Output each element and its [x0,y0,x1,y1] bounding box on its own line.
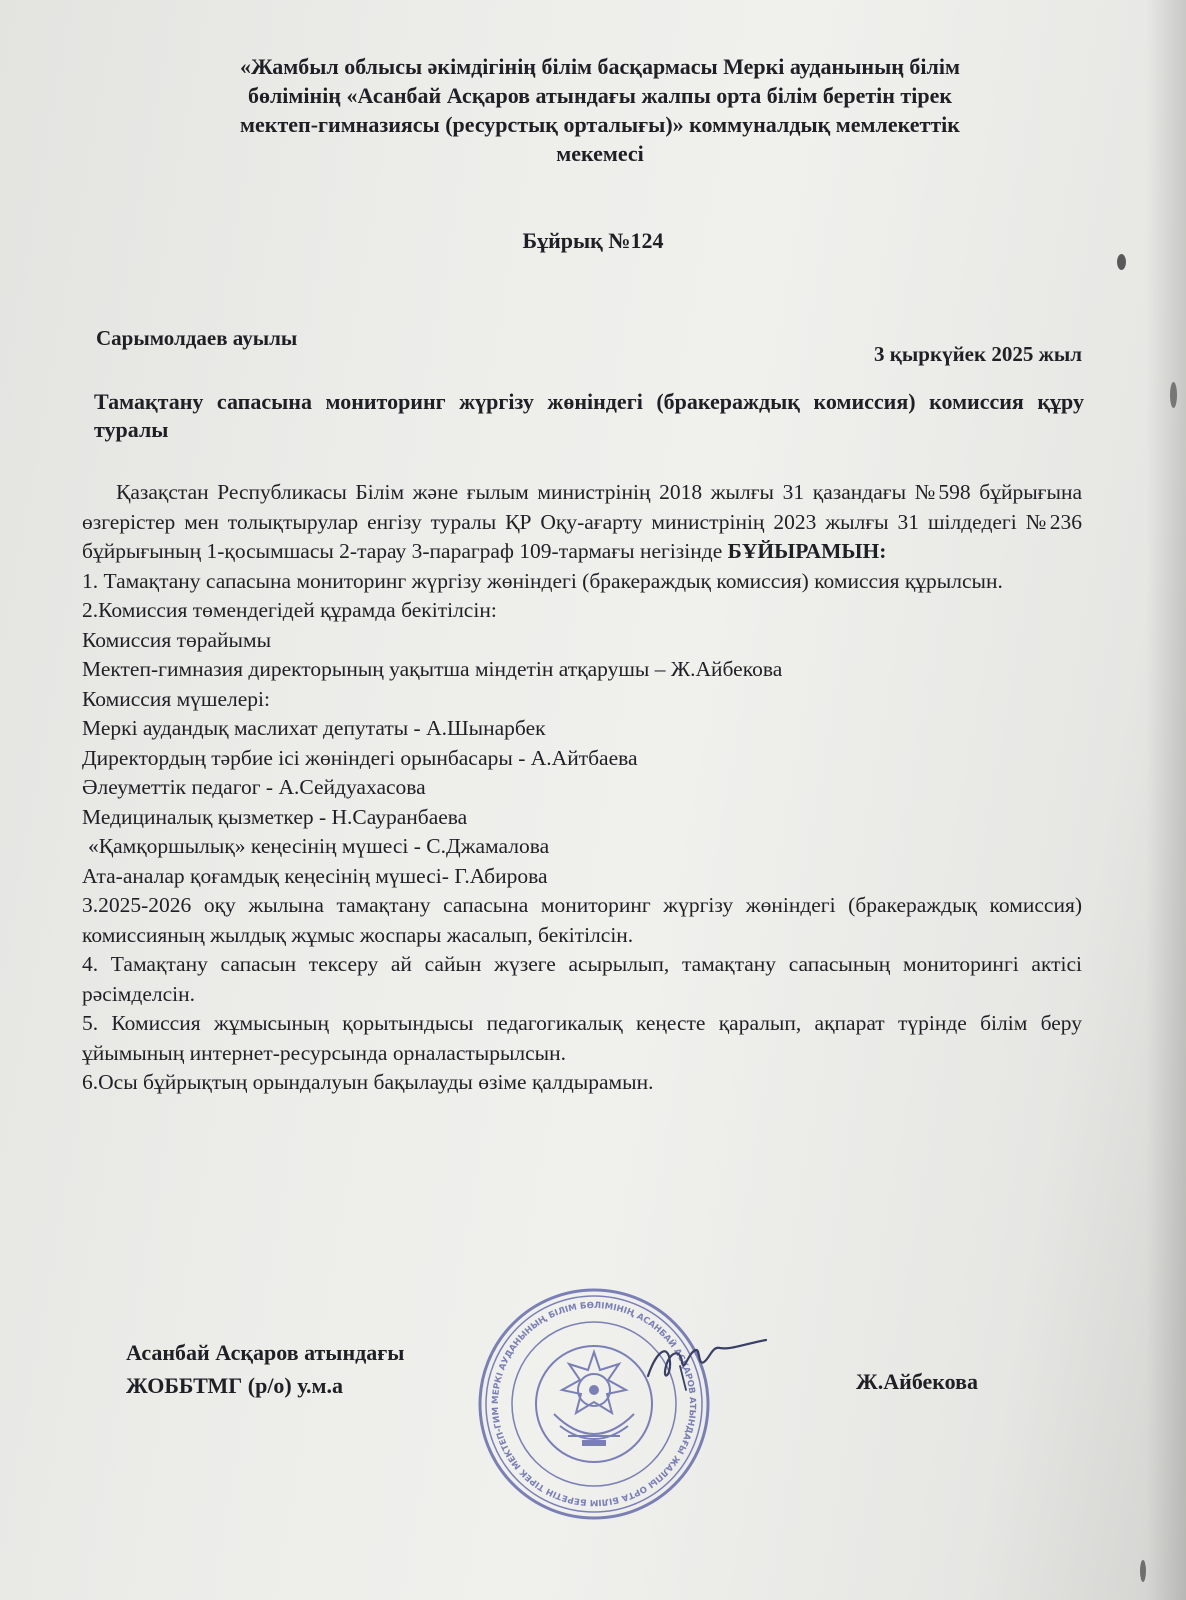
order-item-3: 3.2025-2026 оқу жылына тамақтану сапасына мониторинг жүргізу жөніндегі (бракераждық комиссия) комиссияның жылдық жұмыс жоспары жасалып, бекітілсін. [82,893,1082,947]
order-item-5: 5. Комиссия жұмысының қорытындысы педагогикалық кеңесте қаралып, ақпарат түрінде білім беру ұйымының интернет-ресурсында орналастырылсын. [82,1011,1082,1065]
place-name: Сарымолдаев ауылы [96,326,298,350]
order-item-4: 4. Тамақтану сапасын тексеру ай сайын жүзеге асырылып, тамақтану сапасының мониторингі актісі рәсімделсін. [82,952,1082,1006]
member-line: Ата-аналар қоғамдық кеңесінің мүшесі- Г.Абирова [82,863,548,888]
paper-spot [1117,254,1126,270]
order-title: Бұйрық №124 [522,228,664,253]
member-line: Әлеуметтік педагог - А.Сейдуахасова [82,775,426,799]
header-line: мектеп-гимназиясы (ресурстық орталығы)» коммуналдық мемлекеттік [240,112,960,137]
official-stamp-icon [476,1286,712,1522]
order-item-1: 1. Тамақтану сапасына мониторинг жүргізу жөніндегі (бракераждық комиссия) комиссия құрылсын. [82,568,1003,593]
member-line: Медициналық қызметкер - Н.Сауранбаева [82,804,468,829]
member-line: Директордың тәрбие ісі жөніндегі орынбасары - А.Айтбаева [82,745,638,770]
order-item-2: 2.Комиссия төмендегідей құрамда бекітілсін: [82,598,497,622]
order-body [82,478,1082,1098]
decree-word: БҰЙЫРАМЫН: [727,539,887,563]
header-line: бөлімінің «Асанбай Асқаров атындағы жалпы орта білім беретін тірек [247,83,953,108]
stamp-ring-text: МЕРКІ АУДАНЫНЫҢ БІЛІМ БӨЛІМІНІҢ АСАНБАЙ АСҚАРОВ АТЫНДАҒЫ ЖАЛПЫ ОРТА БІЛІМ БЕРЕТІН ТІРЕК МЕКТЕП-ГИМ [490,1300,698,1508]
signatory-org-line: ЖОББТМГ (р/о) у.м.а [126,1373,344,1398]
signatory-name: Ж.Айбекова [856,1369,979,1394]
handwritten-signature-icon [640,1332,770,1392]
svg-text:МЕРКІ АУДАНЫНЫҢ БІЛІМ БӨЛІМІНІ [476,1286,697,1507]
preamble-text: Қазақстан Республикасы Білім және ғылым министрінің 2018 жылғы 31 қазандағы №598 бұйрығына өзгерістер мен толықтырулар енгізу туралы ҚР Оқу-ағарту министрінің 2023 жылғы 31 шілдедегі №236 бұйрығының 1-қосымшасы 2-тарау 3-параграф 109-тармағы негізінде [82,480,1082,563]
chair-person: Мектеп-гимназия директорының уақытша міндетін атқарушы – Ж.Айбекова [82,657,783,681]
order-date: 3 қыркүйек 2025 жыл [874,342,1082,366]
header-line: «Жамбыл облысы әкімдігінің білім басқармасы Меркі ауданының білім [240,54,960,79]
member-line: «Қамқоршылық» кеңесінің мүшесі - С.Джамалова [88,834,550,858]
document-header [120,52,1080,168]
signatory-org-line: Асанбай Асқаров атындағы [126,1340,405,1365]
preamble [82,478,1082,567]
members-label: Комиссия мүшелері: [82,686,270,711]
signatory-block [126,1336,404,1402]
member-line: Меркі аудандық маслихат депутаты - А.Шынарбек [82,716,546,740]
order-subject: Тамақтану сапасына мониторинг жүргізу жөніндегі (бракераждық комиссия) комиссия құру туралы [94,389,1084,442]
order-item-6: 6.Осы бұйрықтың орындалуын бақылауды өзіме қалдырамын. [82,1070,654,1094]
chair-label: Комиссия төрайымы [82,627,272,652]
header-line: мекемесі [556,141,644,166]
